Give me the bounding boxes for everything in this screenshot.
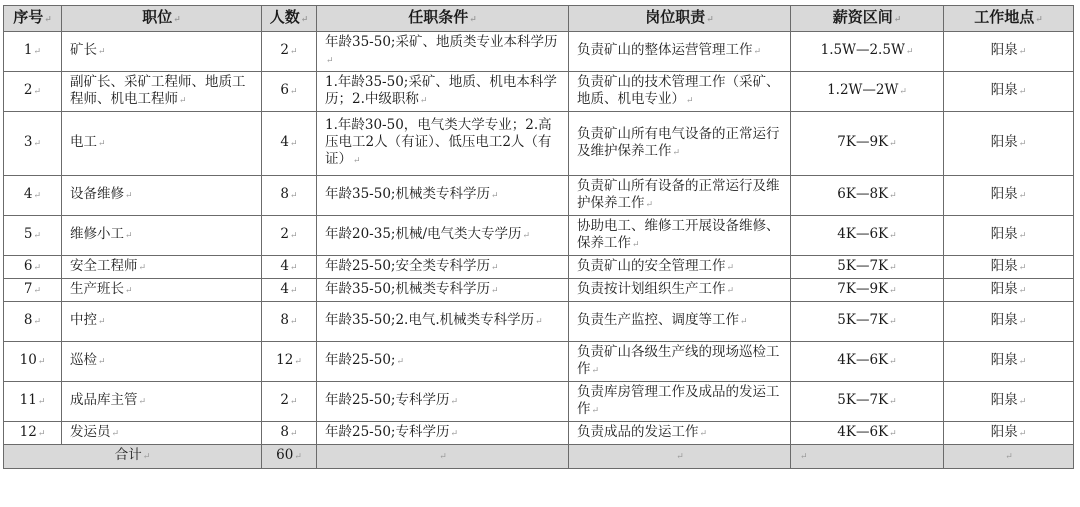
cell-requirements: 年龄35-50;机械类专科学历↵ (317, 176, 569, 216)
total-empty-salary (791, 445, 944, 469)
paragraph-mark: ↵ (800, 452, 808, 462)
paragraph-mark: ↵ (290, 262, 298, 273)
cell-seq: 8↵ (4, 302, 62, 342)
cell-seq: 5↵ (4, 216, 62, 256)
paragraph-mark: ↵ (98, 139, 106, 149)
paragraph-mark: ↵ (889, 191, 897, 201)
paragraph-mark: ↵ (591, 365, 600, 376)
header-requirements: 任职条件↵ (317, 6, 569, 32)
paragraph-mark: ↵ (111, 428, 120, 439)
paragraph-mark: ↵ (726, 262, 735, 273)
cell-position: 发运员↵ (62, 422, 262, 445)
cell-duties: 负责矿山所有设备的正常运行及维护保养工作↵ (569, 176, 791, 216)
cell-position: 中控↵ (62, 302, 262, 342)
cell-position: 副矿长、采矿工程师、地质工程师、机电工程师↵ (62, 72, 262, 112)
paragraph-mark: ↵ (419, 95, 428, 106)
paragraph-mark: ↵ (33, 191, 42, 201)
cell-salary: 1.2W—2W↵ (791, 72, 944, 112)
cell-seq: 1↵ (4, 32, 62, 72)
table-row (4, 422, 1074, 445)
cell-duties: 负责生产监控、调度等工作↵ (569, 302, 791, 342)
cell-seq: 2↵ (4, 72, 62, 112)
cell-salary: 7K—9K↵ (791, 279, 944, 302)
cell-count: 4↵ (262, 256, 317, 279)
cell-duties: 协助电工、维修工开展设备维修、保养工作↵ (569, 216, 791, 256)
cell-position: 电工↵ (62, 112, 262, 176)
paragraph-mark: ↵ (290, 47, 298, 57)
cell-seq: 12↵ (4, 422, 62, 445)
header-salary: 薪资区间↵ (791, 6, 944, 32)
cell-count: 2↵ (262, 32, 317, 72)
cell-position: 安全工程师↵ (62, 256, 262, 279)
paragraph-mark: ↵ (33, 317, 42, 327)
cell-salary: 4K—6K↵ (791, 422, 944, 445)
table-row (4, 342, 1074, 382)
table-row (4, 176, 1074, 216)
paragraph-mark: ↵ (300, 14, 309, 25)
paragraph-mark: ↵ (1018, 357, 1027, 367)
paragraph-mark: ↵ (142, 452, 151, 462)
cell-salary: 5K—7K↵ (791, 302, 944, 342)
total-empty-location (944, 445, 1074, 469)
cell-location: 阳泉↵ (944, 382, 1074, 422)
paragraph-mark: ↵ (889, 262, 897, 273)
paragraph-mark: ↵ (699, 428, 708, 439)
cell-salary: 4K—6K↵ (791, 342, 944, 382)
cell-position: 生产班长↵ (62, 279, 262, 302)
cell-location: 阳泉↵ (944, 279, 1074, 302)
paragraph-mark: ↵ (290, 428, 298, 439)
paragraph-mark: ↵ (889, 317, 897, 327)
cell-position: 维修小工↵ (62, 216, 262, 256)
cell-position: 矿长↵ (62, 32, 262, 72)
cell-location: 阳泉↵ (944, 256, 1074, 279)
paragraph-mark: ↵ (33, 285, 42, 296)
cell-location: 阳泉↵ (944, 32, 1074, 72)
paragraph-mark: ↵ (591, 405, 600, 416)
cell-salary: 1.5W—2.5W↵ (791, 32, 944, 72)
paragraph-mark: ↵ (290, 139, 298, 149)
paragraph-mark: ↵ (889, 397, 897, 407)
paragraph-mark: ↵ (905, 47, 914, 57)
paragraph-mark: ↵ (1005, 452, 1013, 462)
paragraph-mark: ↵ (33, 231, 42, 241)
paragraph-mark: ↵ (676, 452, 684, 462)
total-row (4, 445, 1074, 469)
paragraph-mark: ↵ (37, 428, 46, 439)
paragraph-mark: ↵ (33, 87, 42, 97)
paragraph-mark: ↵ (1018, 87, 1027, 97)
cell-count: 4↵ (262, 112, 317, 176)
table-row (4, 302, 1074, 342)
cell-salary: 5K—7K↵ (791, 256, 944, 279)
header-row (4, 6, 1074, 32)
cell-duties: 负责矿山的安全管理工作↵ (569, 256, 791, 279)
cell-seq: 11↵ (4, 382, 62, 422)
cell-salary: 6K—8K↵ (791, 176, 944, 216)
paragraph-mark: ↵ (125, 231, 133, 241)
paragraph-mark: ↵ (1018, 262, 1027, 273)
paragraph-mark: ↵ (726, 285, 735, 296)
cell-seq: 4↵ (4, 176, 62, 216)
cell-duties: 负责矿山的整体运营管理工作↵ (569, 32, 791, 72)
cell-salary: 7K—9K↵ (791, 112, 944, 176)
cell-requirements: 年龄35-50;采矿、地质类专业本科学历↵ (317, 32, 569, 72)
cell-requirements: 年龄25-50;专科学历↵ (317, 422, 569, 445)
paragraph-mark: ↵ (490, 191, 499, 201)
paragraph-mark: ↵ (138, 397, 147, 407)
table-row (4, 279, 1074, 302)
cell-duties: 负责矿山各级生产线的现场巡检工作↵ (569, 342, 791, 382)
paragraph-mark: ↵ (522, 231, 531, 241)
cell-count: 8↵ (262, 176, 317, 216)
paragraph-mark: ↵ (1018, 285, 1027, 296)
paragraph-mark: ↵ (889, 139, 897, 149)
paragraph-mark: ↵ (33, 139, 42, 149)
cell-location: 阳泉↵ (944, 422, 1074, 445)
cell-requirements: 年龄25-50;↵ (317, 342, 569, 382)
cell-position: 巡检↵ (62, 342, 262, 382)
paragraph-mark: ↵ (535, 317, 543, 327)
header-duties: 岗位职责↵ (569, 6, 791, 32)
header-seq: 序号↵ (4, 6, 62, 32)
cell-count: 6↵ (262, 72, 317, 112)
paragraph-mark: ↵ (294, 357, 302, 367)
paragraph-mark: ↵ (179, 95, 187, 106)
cell-count: 2↵ (262, 382, 317, 422)
cell-requirements: 1.年龄35-50;采矿、地质、机电本科学历；2.中级职称↵ (317, 72, 569, 112)
header-position: 职位↵ (62, 6, 262, 32)
header-location: 工作地点↵ (944, 6, 1074, 32)
paragraph-mark: ↵ (706, 14, 714, 25)
paragraph-mark: ↵ (490, 285, 499, 296)
paragraph-mark: ↵ (645, 199, 654, 210)
cell-requirements: 年龄35-50;2.电气.机械类专科学历↵ (317, 302, 569, 342)
paragraph-mark: ↵ (98, 357, 106, 367)
paragraph-mark: ↵ (44, 14, 52, 25)
cell-count: 4↵ (262, 279, 317, 302)
paragraph-mark: ↵ (33, 47, 42, 57)
total-label: 合计↵ (4, 445, 262, 469)
paragraph-mark: ↵ (138, 262, 147, 273)
paragraph-mark: ↵ (753, 47, 762, 57)
cell-location: 阳泉↵ (944, 176, 1074, 216)
cell-location: 阳泉↵ (944, 112, 1074, 176)
table-row (4, 112, 1074, 176)
paragraph-mark: ↵ (290, 231, 298, 241)
cell-duties: 负责成品的发运工作↵ (569, 422, 791, 445)
cell-count: 2↵ (262, 216, 317, 256)
total-empty-requirements (317, 445, 569, 469)
total-empty-duties (569, 445, 791, 469)
paragraph-mark: ↵ (1018, 231, 1027, 241)
paragraph-mark: ↵ (893, 14, 902, 25)
table-row (4, 32, 1074, 72)
paragraph-mark: ↵ (125, 191, 133, 201)
paragraph-mark: ↵ (1018, 139, 1027, 149)
paragraph-mark: ↵ (1035, 14, 1043, 25)
paragraph-mark: ↵ (889, 231, 897, 241)
table-row (4, 72, 1074, 112)
recruitment-table (3, 5, 1074, 469)
header-count: 人数↵ (262, 6, 317, 32)
paragraph-mark: ↵ (1018, 397, 1027, 407)
cell-duties: 负责库房管理工作及成品的发运工作↵ (569, 382, 791, 422)
paragraph-mark: ↵ (469, 14, 477, 25)
cell-location: 阳泉↵ (944, 72, 1074, 112)
paragraph-mark: ↵ (439, 452, 447, 462)
paragraph-mark: ↵ (173, 14, 181, 25)
cell-position: 设备维修↵ (62, 176, 262, 216)
table-row (4, 382, 1074, 422)
paragraph-mark: ↵ (290, 317, 298, 327)
cell-location: 阳泉↵ (944, 342, 1074, 382)
paragraph-mark: ↵ (326, 55, 334, 66)
paragraph-mark: ↵ (686, 95, 694, 106)
cell-location: 阳泉↵ (944, 216, 1074, 256)
cell-count: 12↵ (262, 342, 317, 382)
paragraph-mark: ↵ (889, 428, 897, 439)
paragraph-mark: ↵ (1018, 47, 1027, 57)
paragraph-mark: ↵ (450, 397, 459, 407)
paragraph-mark: ↵ (125, 285, 133, 296)
paragraph-mark: ↵ (899, 87, 907, 97)
paragraph-mark: ↵ (98, 47, 106, 57)
cell-seq: 6↵ (4, 256, 62, 279)
cell-location: 阳泉↵ (944, 302, 1074, 342)
paragraph-mark: ↵ (490, 262, 499, 273)
paragraph-mark: ↵ (33, 262, 42, 273)
cell-requirements: 年龄25-50;专科学历↵ (317, 382, 569, 422)
paragraph-mark: ↵ (290, 285, 298, 296)
cell-requirements: 年龄20-35;机械/电气类大专学历↵ (317, 216, 569, 256)
cell-seq: 3↵ (4, 112, 62, 176)
cell-count: 8↵ (262, 302, 317, 342)
cell-duties: 负责矿山的技术管理工作（采矿、地质、机电专业）↵ (569, 72, 791, 112)
cell-requirements: 年龄35-50;机械类专科学历↵ (317, 279, 569, 302)
paragraph-mark: ↵ (37, 357, 46, 367)
paragraph-mark: ↵ (672, 147, 681, 158)
cell-seq: 10↵ (4, 342, 62, 382)
paragraph-mark: ↵ (353, 156, 361, 166)
cell-duties: 负责矿山所有电气设备的正常运行及维护保养工作↵ (569, 112, 791, 176)
paragraph-mark: ↵ (889, 357, 897, 367)
cell-position: 成品库主管↵ (62, 382, 262, 422)
paragraph-mark: ↵ (37, 397, 46, 407)
paragraph-mark: ↵ (740, 317, 748, 327)
cell-requirements: 年龄25-50;安全类专科学历↵ (317, 256, 569, 279)
paragraph-mark: ↵ (294, 452, 302, 462)
cell-duties: 负责按计划组织生产工作↵ (569, 279, 791, 302)
paragraph-mark: ↵ (98, 317, 106, 327)
paragraph-mark: ↵ (290, 397, 298, 407)
total-count: 60↵ (262, 445, 317, 469)
paragraph-mark: ↵ (1018, 428, 1027, 439)
paragraph-mark: ↵ (1018, 317, 1027, 327)
paragraph-mark: ↵ (290, 191, 298, 201)
paragraph-mark: ↵ (1018, 191, 1027, 201)
paragraph-mark: ↵ (889, 285, 897, 296)
paragraph-mark: ↵ (450, 428, 459, 439)
cell-requirements: 1.年龄30-50，电气类大学专业；2.高压电工2人（有证）、低压电工2人（有证）↵ (317, 112, 569, 176)
paragraph-mark: ↵ (396, 357, 405, 367)
paragraph-mark: ↵ (290, 87, 298, 97)
paragraph-mark: ↵ (632, 239, 640, 250)
cell-count: 8↵ (262, 422, 317, 445)
table-row (4, 256, 1074, 279)
cell-seq: 7↵ (4, 279, 62, 302)
cell-salary: 5K—7K↵ (791, 382, 944, 422)
cell-salary: 4K—6K↵ (791, 216, 944, 256)
table-row (4, 216, 1074, 256)
